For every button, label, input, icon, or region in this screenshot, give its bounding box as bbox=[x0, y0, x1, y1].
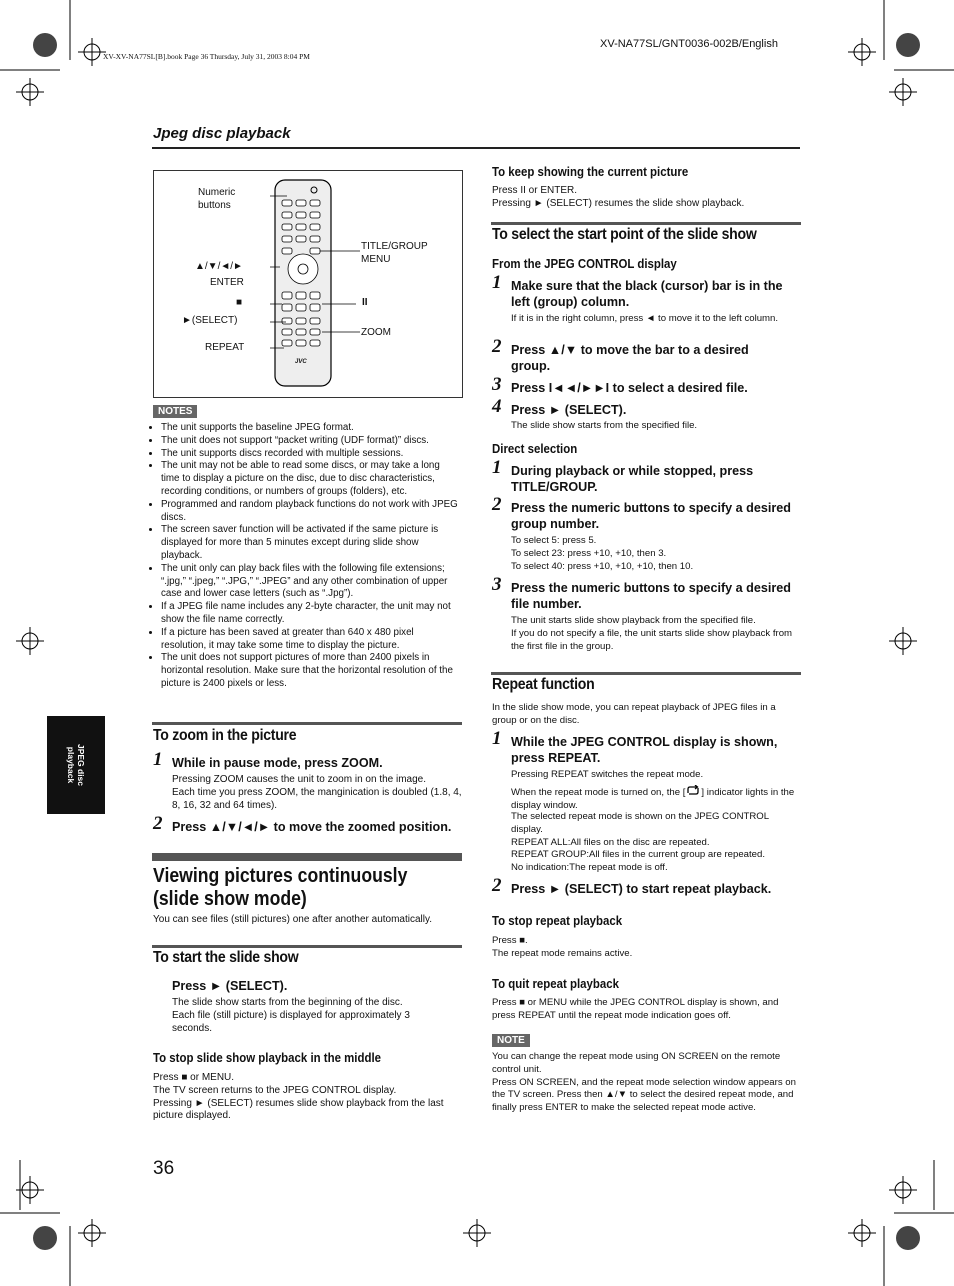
select-step4-number: 4 bbox=[492, 396, 502, 417]
repeat-step1-rest: The selected repeat mode is shown on the JPEG CONTROL display. REPEAT ALL:All files on the disc are repeated. REPEAT GROUP:All files in the current group are repeated. No indication:The repeat mode is off. bbox=[511, 811, 769, 874]
repeat-heading: Repeat function bbox=[492, 676, 595, 693]
notes-badge: NOTES bbox=[153, 405, 197, 418]
select-step1-number: 1 bbox=[492, 272, 502, 293]
select-start-rule bbox=[491, 222, 801, 225]
repeat-step1-line2 bbox=[511, 785, 801, 813]
quit-repeat-heading: To quit repeat playback bbox=[492, 976, 619, 991]
note-item: • The unit does not support “packet writing (UDF format)” discs. bbox=[161, 435, 461, 448]
zoom-step2: Press ▲/▼/◄/► to move the zoomed position. bbox=[172, 820, 452, 834]
direct-step3-number: 3 bbox=[492, 574, 502, 595]
label-title-group: TITLE/GROUP bbox=[361, 241, 428, 252]
start-slide-step: Press ► (SELECT). bbox=[172, 979, 288, 993]
label-zoom: ZOOM bbox=[361, 327, 391, 338]
repeat-step1-line2b: ] indicator lights in the display window. bbox=[511, 787, 795, 811]
select-step2: Press ▲/▼ to move the bar to a desired group. bbox=[511, 343, 749, 373]
select-step2-number: 2 bbox=[492, 336, 502, 357]
viewing-intro: You can see files (still pictures) one after another automatically. bbox=[153, 914, 433, 925]
repeat-step1: While the JPEG CONTROL display is shown, press REPEAT. bbox=[511, 735, 778, 765]
repeat-step2: Press ► (SELECT) to start repeat playback. bbox=[511, 882, 772, 896]
label-enter: ENTER bbox=[210, 277, 244, 288]
select-step3: Press I◄◄/►►I to select a desired file. bbox=[511, 381, 748, 395]
note-item: • The screen saver function will be activated if the same picture is displayed for more than 5 minutes except during slide show playback. bbox=[161, 524, 461, 562]
zoom-step1-number: 1 bbox=[153, 749, 163, 770]
note-item: • The unit may not be able to read some discs, or may take a long time to display a picture on the disc, due to disc characteristics, recording conditions, or numbers of groups (folders), etc. bbox=[161, 460, 461, 498]
repeat-step1-line1: Pressing REPEAT switches the repeat mode. bbox=[511, 769, 704, 780]
note-item: • The unit only can play back files with the following file extensions; “.jpg,” “.jpeg,” “.JPG,” “.JPEG” and any other combination of upper case and lower case letters (such as “.Jpg”). bbox=[161, 563, 461, 601]
stop-repeat-body: Press ■. The repeat mode remains active. bbox=[492, 935, 633, 959]
label-stop: ■ bbox=[236, 297, 243, 308]
label-repeat: REPEAT bbox=[205, 342, 245, 353]
note-item: • The unit does not support pictures of more than 2400 pixels in horizontal resolution. Make sure that the horizontal resolution of the picture is 2400 pixels or less. bbox=[161, 652, 461, 690]
direct-step1-number: 1 bbox=[492, 457, 502, 478]
repeat-step1-line2a: When the repeat mode is turned on, the [ bbox=[511, 787, 686, 798]
side-tab-line1: JPEG disc bbox=[76, 743, 86, 787]
start-slide-rule bbox=[152, 945, 462, 948]
direct-step2: Press the numeric buttons to specify a desired group number. bbox=[511, 501, 791, 531]
stop-repeat-heading: To stop repeat playback bbox=[492, 913, 623, 928]
side-tab bbox=[47, 716, 105, 814]
select-step1-body: If it is in the right column, press ◄ to move it to the left column. bbox=[511, 313, 779, 324]
direct-step3: Press the numeric buttons to specify a desired file number. bbox=[511, 581, 791, 611]
from-jpeg-control-heading: From the JPEG CONTROL display bbox=[492, 256, 677, 271]
stop-slide-heading: To stop slide show playback in the middle bbox=[153, 1050, 382, 1065]
label-menu: MENU bbox=[361, 254, 391, 265]
zoom-step2-number: 2 bbox=[153, 813, 163, 834]
select-start-heading: To select the start point of the slide show bbox=[492, 226, 757, 243]
direct-step2-number: 2 bbox=[492, 494, 502, 515]
direct-selection-heading: Direct selection bbox=[492, 441, 578, 456]
note-badge: NOTE bbox=[492, 1034, 530, 1047]
start-slide-heading: To start the slide show bbox=[153, 949, 299, 966]
repeat-intro: In the slide show mode, you can repeat playback of JPEG files in a group or on the disc. bbox=[492, 702, 776, 726]
direct-step3-body: The unit starts slide show playback from the specified file. If you do not specify a file, the unit starts slide show playback from the first file in the group. bbox=[511, 615, 793, 652]
notes-list bbox=[149, 422, 461, 691]
repeat-note-body: You can change the repeat mode using ON SCREEN on the remote control unit. Press ON SCREEN, and the repeat mode selection window appears on the TV screen. Press then ▲/▼ to select the desired repeat mode, and finally press ENTER to make the selected repeat mode active. bbox=[492, 1051, 796, 1114]
viewing-rule bbox=[152, 853, 462, 861]
section-title: Jpeg disc playback bbox=[153, 125, 291, 142]
label-numeric-buttons: Numeric buttons bbox=[198, 187, 236, 211]
file-info: XV-XV-NA77SL[B].book Page 36 Thursday, July 31, 2003 8:04 PM bbox=[103, 52, 310, 61]
label-arrows: ▲/▼/◄/► bbox=[195, 261, 243, 272]
select-step3-number: 3 bbox=[492, 374, 502, 395]
select-step4: Press ► (SELECT). bbox=[511, 403, 627, 417]
header-rule bbox=[152, 147, 800, 149]
jvc-logo: JVC bbox=[295, 359, 307, 365]
direct-step1: During playback or while stopped, press TITLE/GROUP. bbox=[511, 464, 754, 494]
keep-showing-heading: To keep showing the current picture bbox=[492, 164, 689, 179]
direct-step2-body: To select 5: press 5. To select 23: press +10, +10, then 3. To select 40: press +10, +10, +10, then 10. bbox=[511, 535, 694, 572]
zoom-step1: While in pause mode, press ZOOM. bbox=[172, 756, 383, 770]
repeat-icon bbox=[685, 785, 701, 796]
zoom-rule bbox=[152, 722, 462, 725]
viewing-heading: Viewing pictures continuously (slide show mode) bbox=[153, 864, 408, 910]
repeat-step1-number: 1 bbox=[492, 728, 502, 749]
repeat-rule bbox=[491, 672, 801, 675]
start-slide-body: The slide show starts from the beginning of the disc. Each file (still picture) is displayed for approximately 3 seconds. bbox=[172, 997, 410, 1034]
note-item: • If a picture has been saved at greater than 640 x 480 pixel resolution, it may take some time to display the picture. bbox=[161, 627, 461, 653]
doc-code: XV-NA77SL/GNT0036-002B/English bbox=[600, 38, 778, 50]
page-number: 36 bbox=[153, 1158, 175, 1179]
label-pause: II bbox=[362, 297, 368, 308]
keep-showing-body: Press II or ENTER. Pressing ► (SELECT) resumes the slide show playback. bbox=[492, 185, 745, 209]
note-item: • If a JPEG file name includes any 2-byte character, the unit may not show the file name correctly. bbox=[161, 601, 461, 627]
note-item: • The unit supports the baseline JPEG format. bbox=[161, 422, 461, 435]
stop-slide-body: Press ■ or MENU. The TV screen returns to the JPEG CONTROL display. Pressing ► (SELECT) resumes slide show playback from the last picture displayed. bbox=[153, 1072, 444, 1122]
remote-control-illustration bbox=[270, 176, 390, 390]
note-item: • Programmed and random playback functions do not work with JPEG discs. bbox=[161, 499, 461, 525]
quit-repeat-body: Press ■ or MENU while the JPEG CONTROL display is shown, and press REPEAT until the repeat mode indication goes off. bbox=[492, 997, 779, 1021]
zoom-step1-body: Pressing ZOOM causes the unit to zoom in on the image. Each time you press ZOOM, the manginication is doubled (1.8, 4, 8, 16, 32 and 64 times). bbox=[172, 774, 462, 811]
label-select: ►(SELECT) bbox=[182, 315, 238, 326]
note-item: • The unit supports discs recorded with multiple sessions. bbox=[161, 448, 461, 461]
zoom-heading: To zoom in the picture bbox=[153, 727, 297, 744]
select-step1: Make sure that the black (cursor) bar is in the left (group) column. bbox=[511, 279, 783, 309]
repeat-step2-number: 2 bbox=[492, 875, 502, 896]
select-step4-body: The slide show starts from the specified file. bbox=[511, 420, 698, 431]
side-tab-line2: playback bbox=[66, 746, 76, 784]
